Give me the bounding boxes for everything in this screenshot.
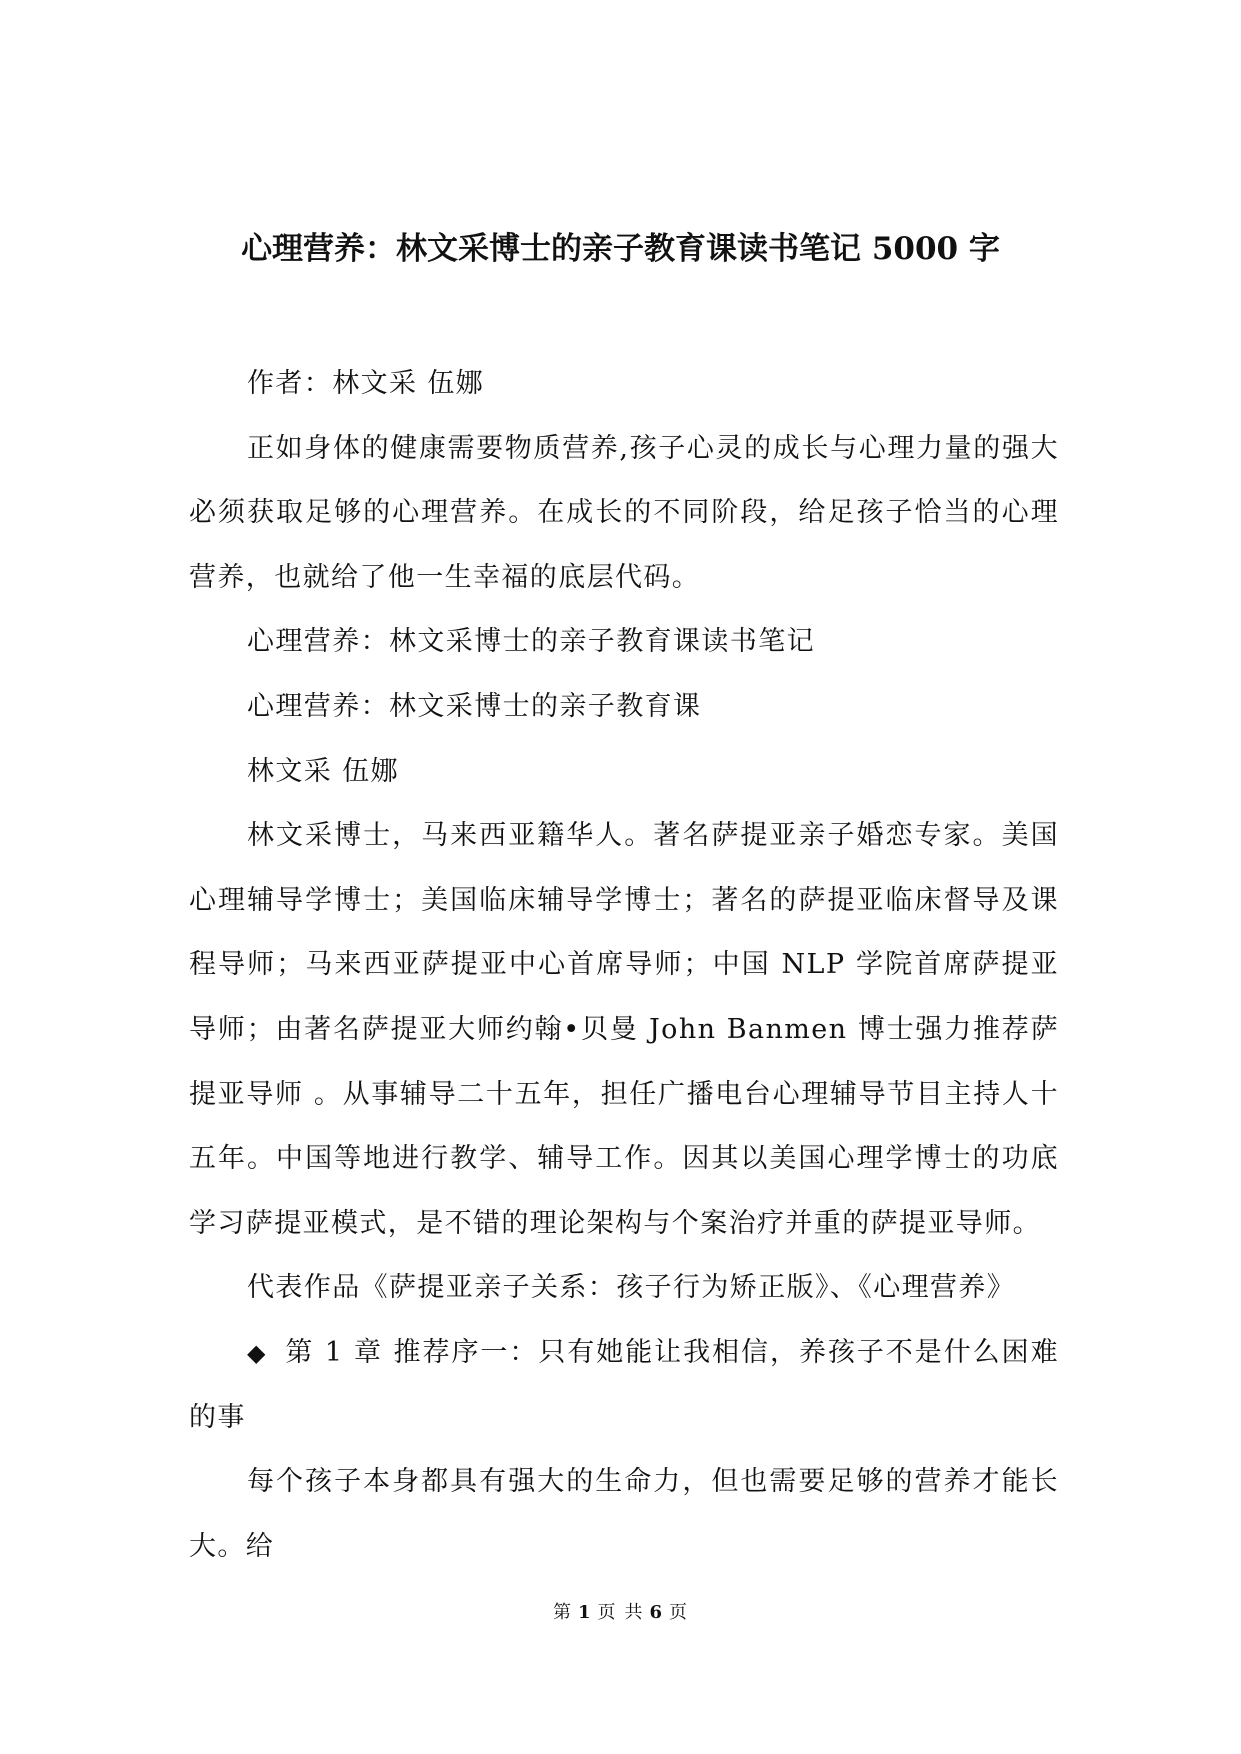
- chapter-paragraph: 每个孩子本身都具有强大的生命力，但也需要足够的营养才能长大。给: [189, 1466, 1059, 1562]
- author-line: 作者：林文采 伍娜: [247, 368, 485, 399]
- footer-page-word: 页: [597, 1602, 617, 1623]
- footer-total-word: 共: [624, 1602, 644, 1623]
- subtitle-line: 心理营养：林文采博士的亲子教育课读书笔记: [247, 626, 815, 658]
- current-page-number: 1: [577, 1602, 592, 1623]
- works-line: 代表作品《萨提亚亲子关系：孩子行为矫正版》、《心理营养》: [247, 1272, 1016, 1304]
- document-title: 心理营养：林文采博士的亲子教育课读书笔记 5000 字: [241, 231, 1000, 267]
- chapter-heading-text: 第 1 章 推荐序一：只有她能让我相信，养孩子不是什么困难的事: [189, 1336, 1059, 1433]
- chapter-heading: [189, 1321, 1059, 1450]
- authors-line: 林文采 伍娜: [247, 755, 399, 787]
- footer-prefix: 第: [552, 1602, 572, 1623]
- total-pages-number: 6: [649, 1602, 664, 1623]
- intro-paragraph: 正如身体的健康需要物质营养,孩子心灵的成长与心理力量的强大必须获取足够的心理营养。在成长的不同阶段，给足孩子恰当的心理营养，也就给了他一生幸福的底层代码。: [189, 432, 1059, 593]
- author-bio-paragraph: 林文采博士，马来西亚籍华人。著名萨提亚亲子婚恋专家。美国心理辅导学博士；美国临床辅导学博士；著名的萨提亚临床督导及课程导师；马来西亚萨提亚中心首席导师；中国 NLP 学院首席萨提亚导师；由著名萨提亚大师约翰•贝曼 John Banmen 博士强力推荐萨提亚导师 。从事辅导二十五年，担任广播电台心理辅导节目主持人十五年。中国等地进行教学、辅导工作。因其以美国心理学博士的功底学习萨提亚模式，是不错的理论架构与个案治疗并重的萨提亚导师。: [189, 820, 1059, 1239]
- book-title-line: 心理营养：林文采博士的亲子教育课: [247, 690, 702, 722]
- footer-suffix: 页: [669, 1602, 689, 1623]
- page-footer: [0, 1598, 1241, 1628]
- document-body: [189, 352, 1059, 1579]
- diamond-bullet-icon: ◆: [247, 1338, 268, 1367]
